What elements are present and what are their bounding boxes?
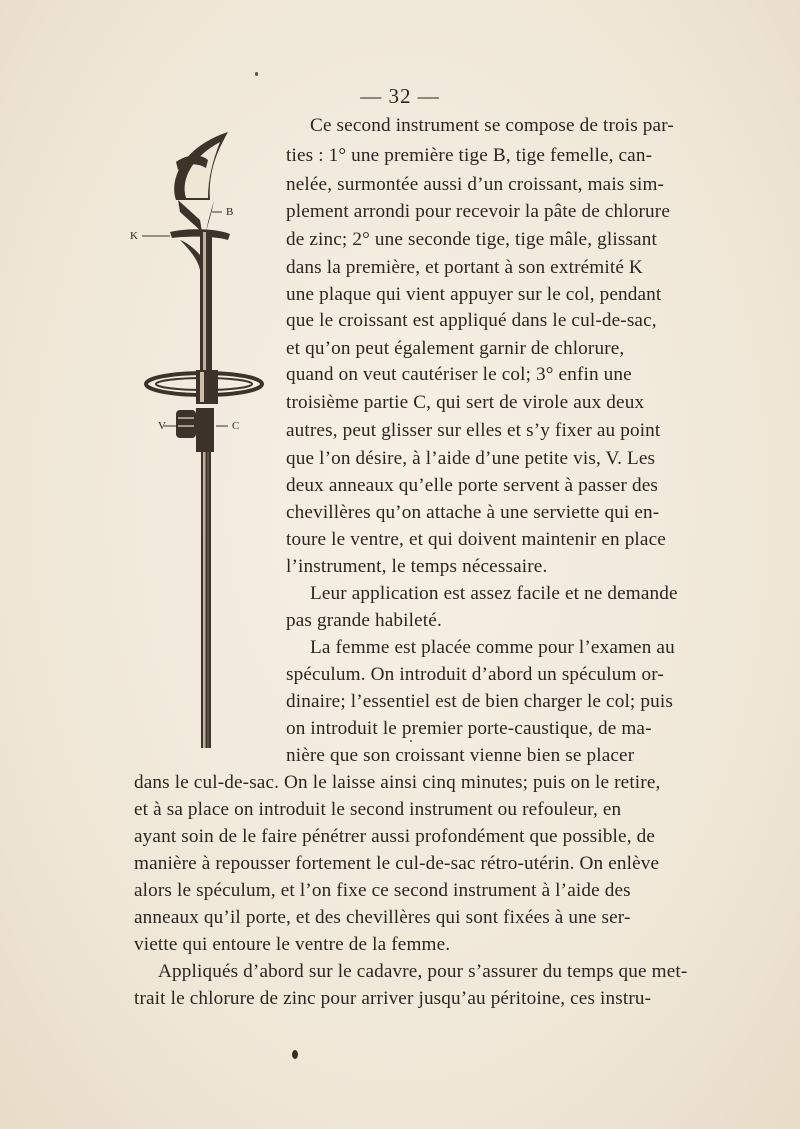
instrument-engraving: [128, 120, 278, 760]
text-line: troisième partie C, qui sert de virole aux deux: [286, 392, 645, 413]
figure-label-c: C: [232, 420, 240, 432]
ink-blot: [292, 1050, 298, 1059]
text-line: l’instrument, le temps nécessaire.: [286, 556, 548, 577]
text-line: ties : 1° une première tige B, tige femelle, can-: [286, 145, 653, 166]
figure-label-k: K: [130, 230, 138, 242]
text-line: de zinc; 2° une seconde tige, tige mâle, glissant: [286, 229, 657, 250]
text-line: Leur application est assez facile et ne demande: [310, 583, 678, 604]
text-line: ayant soin de le faire pénétrer aussi profondément que possible, de: [134, 826, 656, 847]
text-line: toure le ventre, et qui doivent maintenir en place: [286, 529, 666, 550]
ink-speck: [255, 72, 258, 76]
text-line: plement arrondi pour recevoir la pâte de chlorure: [286, 201, 670, 222]
figure-label-b: B: [226, 206, 234, 218]
shaft-lower: [201, 452, 211, 748]
text-line: nelée, surmontée aussi d’un croissant, mais sim-: [286, 174, 665, 195]
text-line: trait le chlorure de zinc pour arriver jusqu’au péritoine, ces instru-: [134, 988, 652, 1009]
text-line: que l’on désire, à l’aide d’une petite vis, V. Les: [286, 448, 656, 469]
text-line: dans le cul-de-sac. On le laisse ainsi cinq minutes; puis on le retire,: [134, 772, 661, 793]
text-line: on introduit le premier porte-caustique, de ma-: [286, 718, 652, 739]
page-number: — 32 —: [360, 84, 440, 108]
text-line: Ce second instrument se compose de trois par-: [310, 115, 674, 136]
instrument-figure: [128, 120, 278, 760]
text-line: deux anneaux qu’elle porte servent à passer des: [286, 475, 658, 496]
text-line: manière à repousser fortement le cul-de-sac rétro-utérin. On enlève: [134, 853, 660, 874]
screw-v: [176, 410, 196, 438]
text-line: pas grande habileté.: [286, 610, 442, 631]
text-line: et à sa place on introduit le second instrument ou refouleur, en: [134, 799, 622, 820]
text-line: chevillères qu’on attache à une serviette qui en-: [286, 502, 660, 523]
text-line: nière que son croissant vienne bien se placer: [286, 745, 635, 766]
text-line: que le croissant est appliqué dans le cul-de-sac,: [286, 310, 657, 331]
text-line: et qu’on peut également garnir de chlorure,: [286, 338, 625, 359]
figure-label-v: V: [158, 420, 166, 432]
text-line: quand on veut cautériser le col; 3° enfin une: [286, 364, 632, 385]
text-line: anneaux qu’il porte, et des chevillères qui sont fixées à une ser-: [134, 907, 631, 928]
text-line: une plaque qui vient appuyer sur le col, pendant: [286, 284, 662, 305]
text-line: viette qui entoure le ventre de la femme.: [134, 934, 451, 955]
text-line: dinaire; l’essentiel est de bien charger le col; puis: [286, 691, 673, 712]
text-line: dans la première, et portant à son extrémité K: [286, 257, 643, 278]
text-line: spéculum. On introduit d’abord un spéculum or-: [286, 664, 664, 685]
text-line: La femme est placée comme pour l’examen au: [310, 637, 675, 658]
text-line: Appliqués d’abord sur le cadavre, pour s’assurer du temps que met-: [158, 961, 688, 982]
text-line: alors le spéculum, et l’on fixe ce second instrument à l’aide des: [134, 880, 631, 901]
text-line: autres, peut glisser sur elles et s’y fixer au point: [286, 420, 661, 441]
ink-speck: [410, 740, 412, 742]
